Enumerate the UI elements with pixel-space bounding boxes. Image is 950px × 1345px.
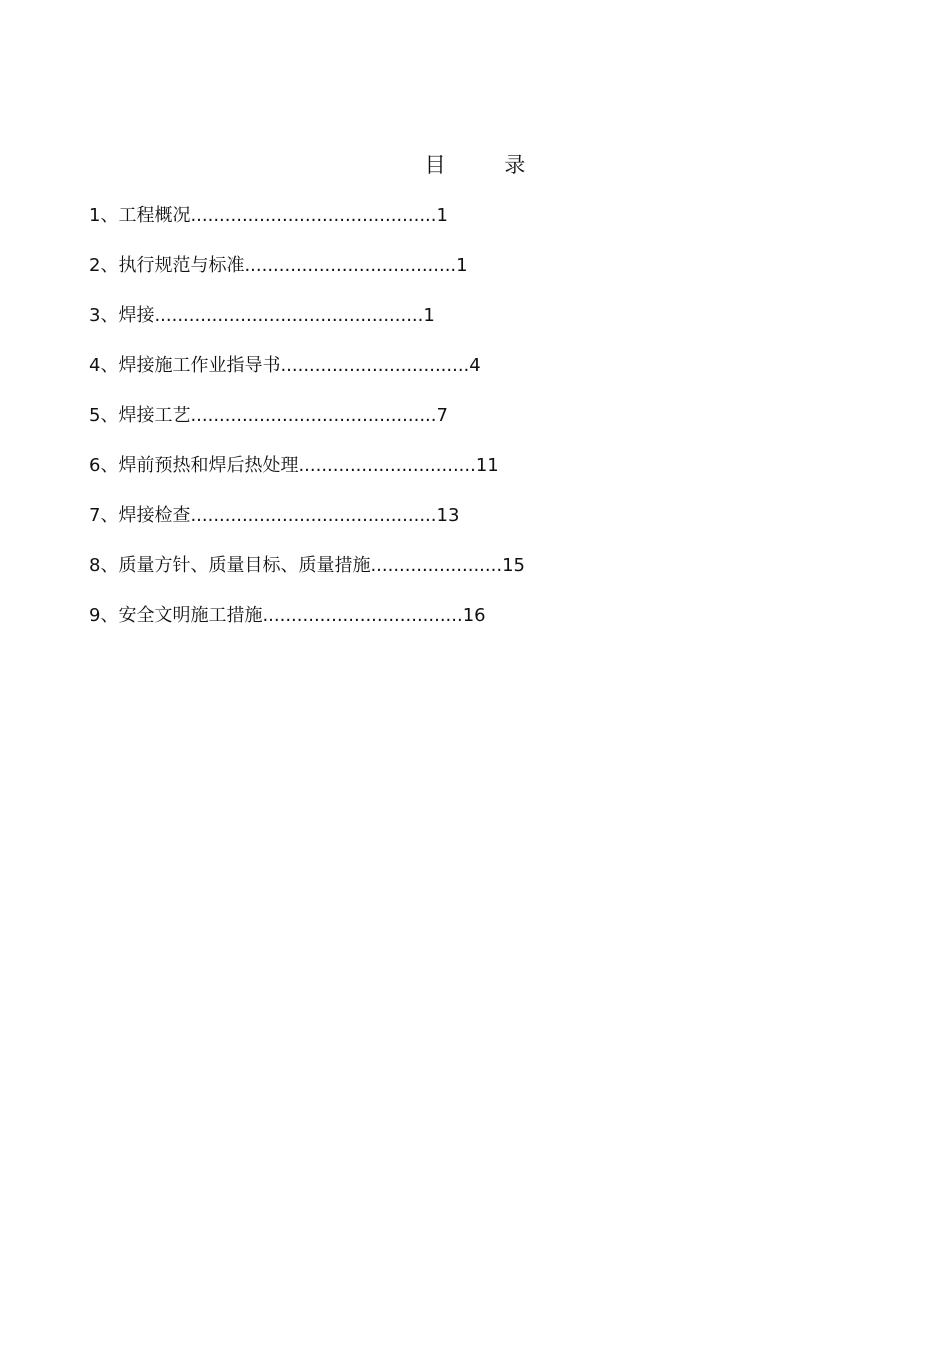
- toc-entry-page: 1: [456, 255, 468, 276]
- toc-entry-page: 1: [436, 205, 448, 226]
- toc-entry-page: 15: [502, 555, 525, 576]
- toc-entry-leader: ...............................................: [154, 305, 424, 326]
- toc-entry-label: 9、安全文明施工措施: [89, 605, 263, 626]
- toc-entry-label: 3、焊接: [89, 305, 155, 326]
- toc-entry-2[interactable]: [89, 251, 525, 301]
- toc-entry-page: 1: [423, 305, 435, 326]
- toc-entry-label: 4、焊接施工作业指导书: [89, 355, 281, 376]
- toc-entry-7[interactable]: [89, 501, 525, 551]
- toc-entry-page: 7: [436, 405, 448, 426]
- toc-entry-leader: .......................: [370, 555, 503, 576]
- toc-entry-leader: ...........................................: [190, 505, 437, 526]
- toc-entry-leader: ...................................: [262, 605, 463, 626]
- toc-entry-8[interactable]: [89, 551, 525, 601]
- toc-title: 目 录: [424, 153, 552, 177]
- toc-entry-label: 6、焊前预热和焊后热处理: [89, 455, 299, 476]
- toc-entry-leader: .................................: [280, 355, 470, 376]
- toc-entry-page: 13: [436, 505, 460, 526]
- toc-entry-leader: ...........................................: [190, 405, 437, 426]
- toc-entry-page: 16: [462, 605, 486, 626]
- toc-entry-4[interactable]: [89, 351, 525, 401]
- toc-entry-page: 4: [469, 355, 481, 376]
- toc-entry-3[interactable]: [89, 301, 525, 351]
- toc-entry-label: 7、焊接检查: [89, 505, 191, 526]
- toc-entry-leader: .....................................: [244, 255, 457, 276]
- toc-entry-label: 8、质量方针、质量目标、质量措施: [89, 555, 371, 576]
- toc-entry-label: 1、工程概况: [89, 205, 191, 226]
- toc-entry-6[interactable]: [89, 451, 525, 501]
- toc-entry-9[interactable]: [89, 601, 525, 651]
- toc-entry-1[interactable]: [89, 201, 525, 251]
- toc-list: [89, 201, 525, 651]
- toc-entry-label: 2、执行规范与标准: [89, 255, 245, 276]
- toc-entry-leader: ...............................: [298, 455, 476, 476]
- toc-entry-leader: ...........................................: [190, 205, 437, 226]
- toc-entry-5[interactable]: [89, 401, 525, 451]
- toc-entry-label: 5、焊接工艺: [89, 405, 191, 426]
- toc-entry-page: 11: [475, 455, 499, 476]
